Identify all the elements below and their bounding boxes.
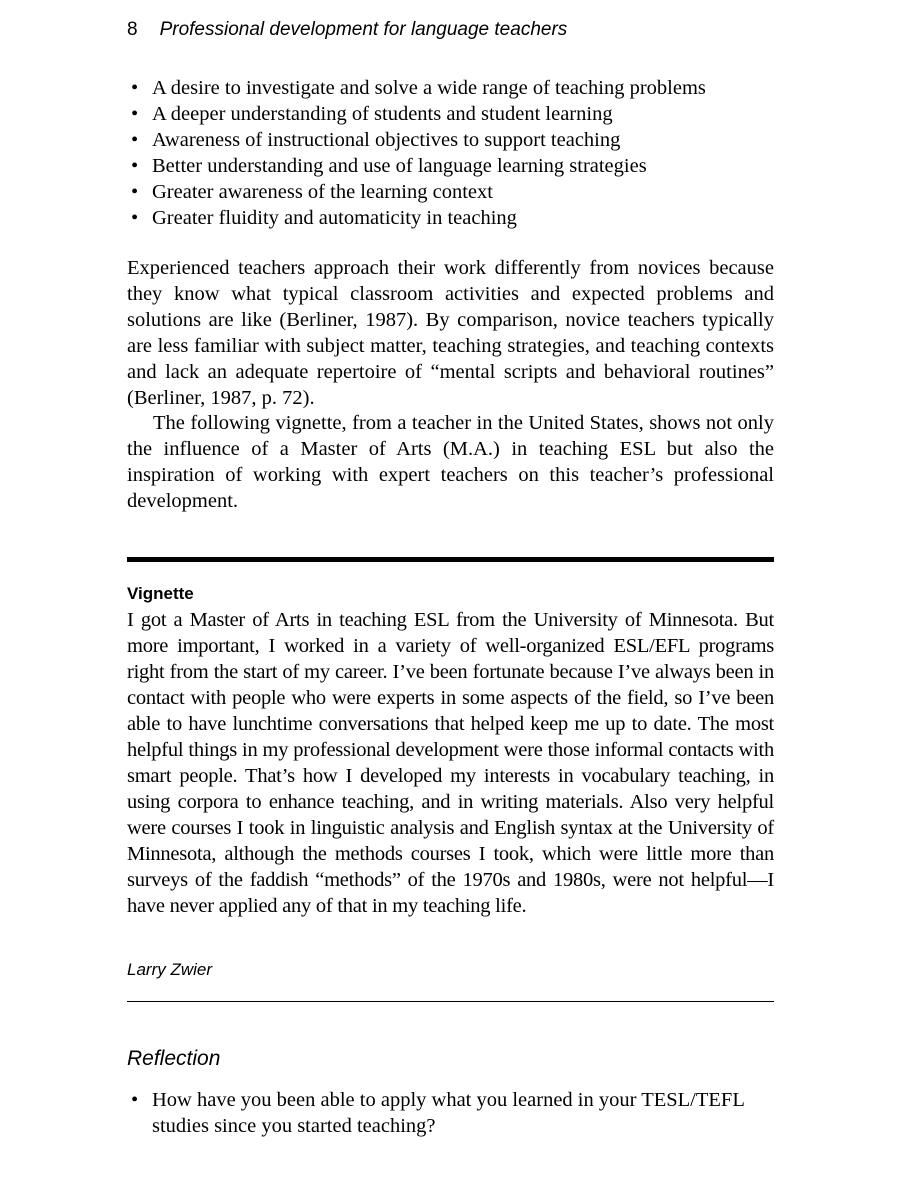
benefits-list xyxy=(127,75,774,231)
list-item-text: Greater fluidity and automaticity in teaching xyxy=(152,207,517,229)
reflection-list xyxy=(127,1087,774,1139)
body-paragraph-experienced-teachers: Experienced teachers approach their work differently from novices because they know what typical classroom activities and expected problems and solutions are like (Berliner, 1987). By comparison, novice teachers typically are less familiar with subject matter, teaching strategies, and teaching contexts and lack an adequate repertoire of “mental scripts and behavioral routines” (Berliner, 1987, p. 72). xyxy=(127,257,774,409)
list-item xyxy=(127,101,774,127)
vignette-author: Larry Zwier xyxy=(127,960,213,979)
bullet-icon: • xyxy=(131,77,139,99)
bullet-icon: • xyxy=(131,1089,139,1111)
list-item-text: Greater awareness of the learning context xyxy=(152,181,493,203)
list-item xyxy=(127,127,774,153)
vignette-body: I got a Master of Arts in teaching ESL from the University of Minnesota. But more important, I worked in a variety of well-organized ESL/EFL programs right from the start of my career. I’ve been fortunate because I’ve always been in contact with people who were experts in some aspects of the field, so I’ve been able to have lunchtime conversations that helped keep me up to date. The most helpful things in my professional development were those informal contacts with smart people. That’s how I developed my interests in vocabulary teaching, in using corpora to enhance teaching, and in writing materials. Also very helpful were courses I took in linguistic analysis and English syntax at the University of Minnesota, although the methods courses I took, which were little more than surveys of the faddish “methods” of the 1970s and 1980s, were not helpful—I have never applied any of that in my teaching life. xyxy=(127,609,774,917)
page-number: 8 xyxy=(127,19,138,40)
running-head-title: Professional development for language teachers xyxy=(159,19,568,40)
list-item xyxy=(127,179,774,205)
list-item-text: How have you been able to apply what you learned in your TESL/TEFL studies since you started teaching? xyxy=(152,1089,745,1137)
body-paragraph-vignette-intro: The following vignette, from a teacher in the United States, shows not only the influence of a Master of Arts (M.A.) in teaching ESL but also the inspiration of working with expert teachers on this teacher’s professional development. xyxy=(127,412,774,512)
list-item xyxy=(127,153,774,179)
list-item xyxy=(127,75,774,101)
bullet-icon: • xyxy=(131,207,139,229)
bullet-icon: • xyxy=(131,181,139,203)
list-item-text: Awareness of instructional objectives to support teaching xyxy=(152,129,621,151)
running-head xyxy=(127,17,567,43)
bullet-icon: • xyxy=(131,103,139,125)
reflection-heading: Reflection xyxy=(127,1047,221,1070)
vignette-heading: Vignette xyxy=(127,584,194,603)
list-item-text: Better understanding and use of language learning strategies xyxy=(152,155,647,177)
bullet-icon: • xyxy=(131,129,139,151)
list-item-text: A deeper understanding of students and student learning xyxy=(152,103,613,125)
list-item xyxy=(127,1087,774,1139)
vignette-top-rule xyxy=(127,557,774,562)
bullet-icon: • xyxy=(131,155,139,177)
list-item-text: A desire to investigate and solve a wide range of teaching problems xyxy=(152,77,706,99)
vignette-bottom-rule xyxy=(127,1001,774,1002)
list-item xyxy=(127,205,774,231)
